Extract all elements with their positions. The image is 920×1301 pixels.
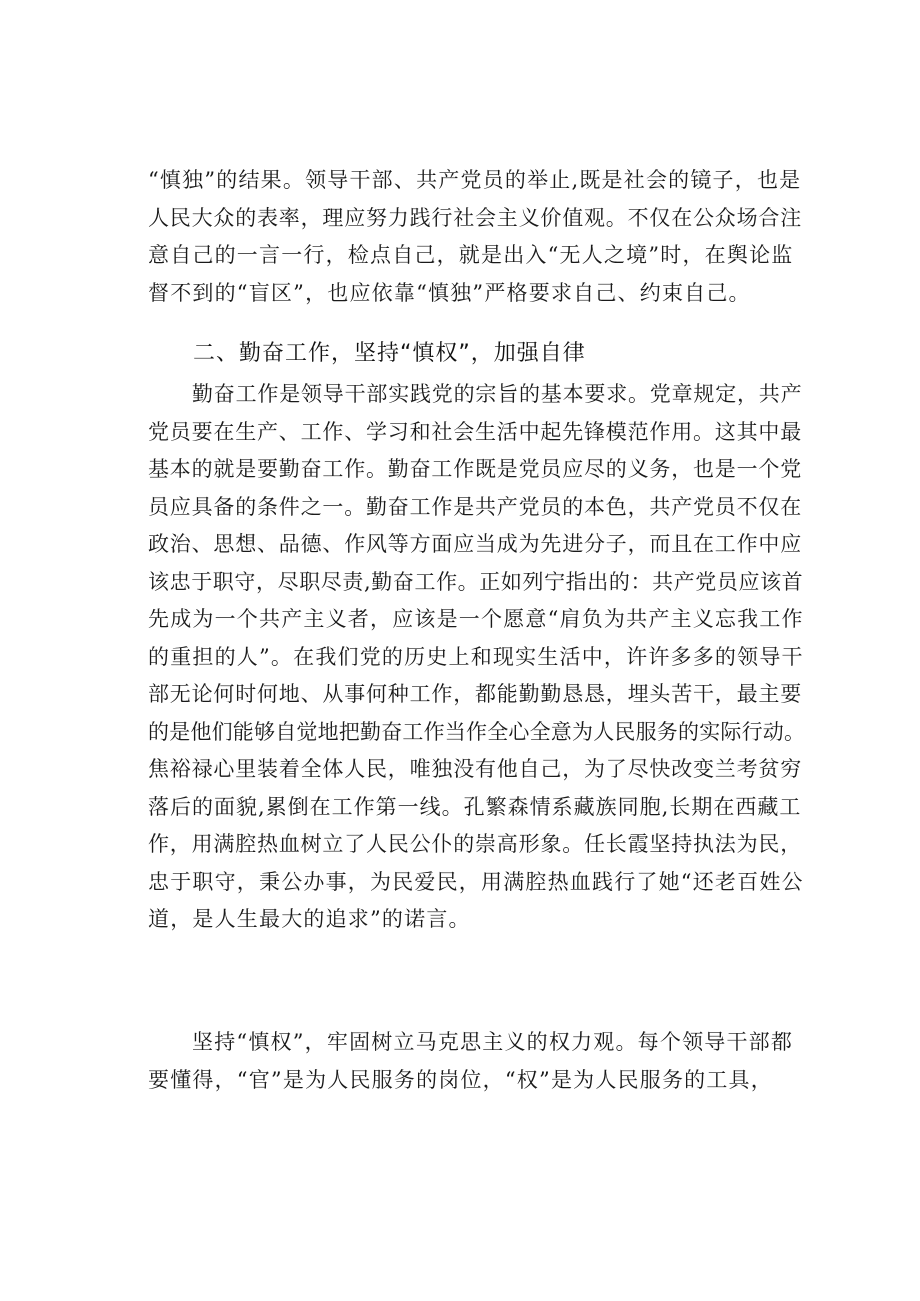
paragraph-3-line: 坚持“慎权”，牢固树立马克思主义的权力观。每个领导干部都 — [192, 1030, 794, 1054]
paragraph-2-line: 党员要在生产、工作、学习和社会生活中起先锋模范作用。这其中最 — [148, 419, 802, 444]
paragraph-2-line: 基本的就是要勤奋工作。勤奋工作既是党员应尽的义务，也是一个党 — [148, 457, 802, 481]
paragraph-2-line: 部无论何时何地、从事何种工作，都能勤勤恳恳，埋头苦干，最主要 — [148, 682, 802, 706]
paragraph-1-line: 意自己的一言一行，检点自己，就是出入“无人之境”时，在舆论监 — [148, 243, 794, 267]
paragraph-2-line: 的是他们能够自觉地把勤奋工作当作全心全意为人民服务的实际行动。 — [148, 719, 806, 744]
paragraph-1 — [148, 162, 806, 312]
section-heading: 二、勤奋工作，坚持“慎权”，加强自律 — [193, 341, 586, 366]
paragraph-2-line: 的重担的人”。在我们党的历史上和现实生活中，许许多多的领导干 — [148, 644, 804, 669]
paragraph-2-line: 焦裕禄心里装着全体人民，唯独没有他自己，为了尽快改变兰考贫穷 — [148, 757, 802, 781]
paragraph-2-line: 落后的面貌,累倒在工作第一线。孔繁森情系藏族同胞,长期在西藏工 — [148, 794, 802, 819]
paragraph-3-line: 要懂得，“官”是为人民服务的岗位，“权”是为人民服务的工具， — [148, 1067, 773, 1092]
paragraph-2-line: 忠于职守，秉公办事，为民爱民，用满腔热血践行了她“还老百姓公 — [148, 869, 804, 894]
paragraph-2-line: 该忠于职守，尽职尽责,勤奋工作。正如列宁指出的：共产党员应该首 — [148, 569, 804, 594]
paragraph-1-line: 督不到的“盲区”，也应依靠“慎独”严格要求自己、约束自己。 — [148, 280, 751, 305]
paragraph-2-line: 员应具备的条件之一。勤奋工作是共产党员的本色，共产党员不仅在 — [148, 494, 802, 519]
paragraph-3 — [148, 1024, 806, 1099]
paragraph-1-line: 人民大众的表率，理应努力践行社会主义价值观。不仅在公众场合注 — [148, 205, 802, 230]
paragraph-1-line: “慎独”的结果。领导干部、共产党员的举止,既是社会的镜子，也是 — [148, 168, 802, 192]
paragraph-2-line: 先成为一个共产主义者，应该是一个愿意“肩负为共产主义忘我工作 — [148, 607, 804, 631]
paragraph-2-line: 政治、思想、品德、作风等方面应当成为先进分子，而且在工作中应 — [148, 532, 802, 556]
paragraph-2-line: 道，是人生最大的追求”的诺言。 — [148, 907, 471, 931]
paragraph-2-line: 作，用满腔热血树立了人民公仆的崇高形象。任长霞坚持执法为民， — [148, 832, 802, 856]
paragraph-2 — [148, 376, 806, 939]
paragraph-2-line: 勤奋工作是领导干部实践党的宗旨的基本要求。党章规定，共产 — [192, 382, 803, 406]
